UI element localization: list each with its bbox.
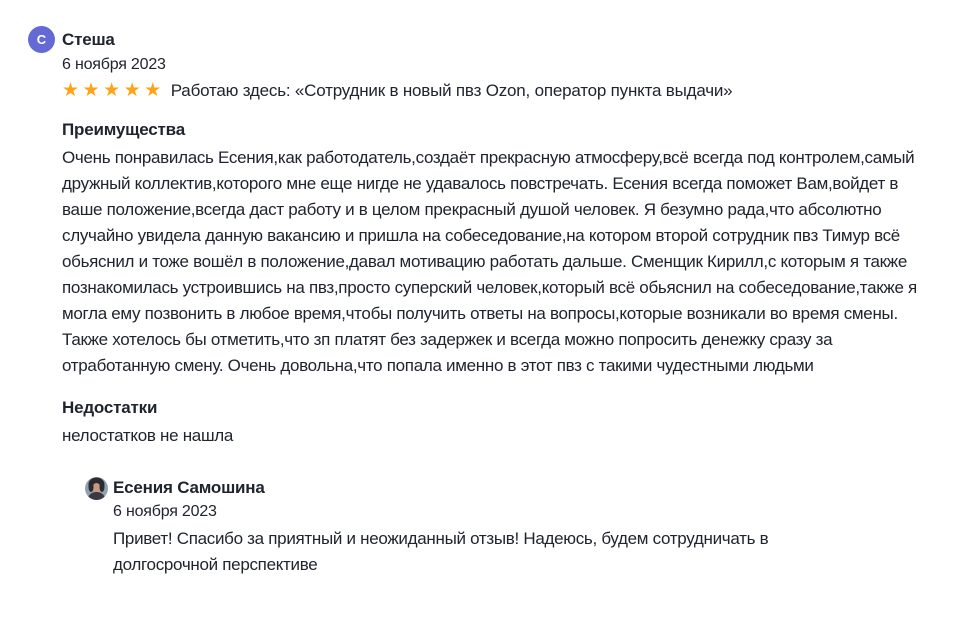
employer-reply (85, 476, 928, 578)
author-name: Стеша (62, 30, 115, 49)
pros-heading: Преимущества (62, 120, 185, 139)
review-card (28, 26, 928, 578)
author-avatar-column (28, 26, 62, 53)
reply-author-name: Есения Самошина (113, 478, 265, 497)
cons-heading: Недостатки (62, 398, 158, 417)
star-icon: ★ (103, 80, 124, 101)
cons-text: нелостатков не нашла (62, 426, 234, 445)
star-icon: ★ (123, 80, 145, 101)
rating-line (62, 81, 928, 101)
star-icon: ★ (62, 80, 83, 101)
review-content (62, 26, 928, 578)
star-icon: ★ (144, 80, 165, 101)
author-avatar: С (28, 26, 55, 53)
reply-content (113, 476, 928, 578)
review-date: 6 ноября 2023 (62, 56, 166, 73)
reply-avatar-photo (85, 477, 108, 500)
reply-text: Привет! Спасибо за приятный и неожиданный отзыв! Надеюсь, будем сотрудничать в долгосрочной перспективе (113, 529, 769, 574)
review-title: Работаю здесь: «Сотрудник в новый пвз Ozon, оператор пункта выдачи» (170, 81, 733, 100)
reply-avatar-column (85, 476, 113, 500)
reply-date: 6 ноября 2023 (113, 503, 217, 520)
star-icon: ★ (82, 80, 104, 101)
pros-text: Очень понравилась Есения,как работодатель,создаёт прекрасную атмосферу,всё всегда под контролем,самый дружный коллектив,которого мне еще нигде не удавалось повстречать. Есения всегда поможет Вам,войдет в ваше положение,всегда даст работу и в целом прекрасный душой человек. Я безумно рада,что абсолютно случайно увидела данную вакансию и пришла на собеседование,на котором второй сотрудник пвз Тимур всё обьяснил и тоже вошёл в положение,давал мотивацию работать дальше. Сменщик Кирилл,с которым я также познакомилась устроившись на пвз,просто суперский человек,который всё обьяснил на собеседование,также я могла ему позвонить в любое время,чтобы получить ответы на вопросы,которые возникали во время смены. Также хотелось бы отметить,что зп платят без задержек и всегда можно попросить денежку сразу за отработанную смену. Очень довольна,что попала именно в этот пвз с такими чудестными людьми (62, 148, 917, 375)
star-rating (62, 81, 165, 101)
portrait-image (85, 477, 108, 500)
